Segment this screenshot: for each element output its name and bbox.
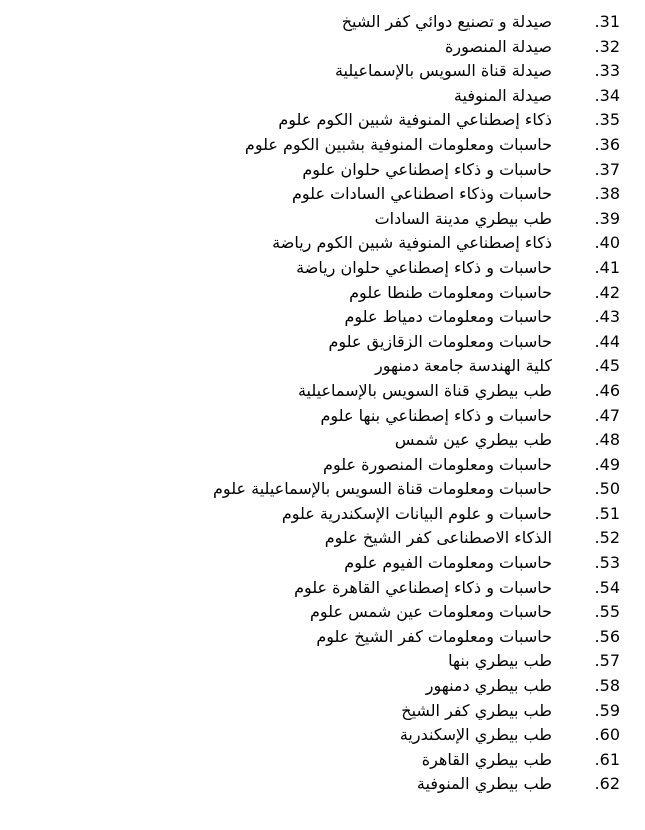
list-item-label: صيدلة قناة السويس بالإسماعيلية	[334, 61, 552, 81]
list-item	[0, 281, 620, 306]
list-item-number: 49.	[594, 454, 620, 474]
list-item-number: 34.	[594, 85, 620, 105]
list-item-number: 36.	[594, 134, 620, 154]
list-item-label: حاسبات ومعلومات المنصورة علوم	[323, 454, 552, 474]
list-item-label: حاسبات ومعلومات طنطا علوم	[349, 282, 552, 302]
list-item-label: حاسبات ومعلومات قناة السويس بالإسماعيلية علوم	[213, 479, 552, 499]
list-item	[0, 600, 620, 625]
list-item-label: طب بيطري دمنهور	[425, 676, 552, 696]
list-item-number: 53.	[594, 553, 620, 573]
list-item	[0, 207, 620, 232]
list-item-number: 39.	[594, 208, 620, 228]
list-item-label: طب بيطري قناة السويس بالإسماعيلية	[297, 380, 552, 400]
list-item-number: 35.	[594, 110, 620, 130]
list-item	[0, 428, 620, 453]
list-item-number: 47.	[594, 405, 620, 425]
list-item-number: 31.	[594, 12, 620, 31]
list-item-number: 32.	[594, 36, 620, 56]
list-item-number: 41.	[594, 257, 620, 277]
list-item-label: حاسبات و ذكاء إصطناعي القاهرة علوم	[294, 577, 552, 597]
list-item	[0, 182, 620, 207]
list-item-label: حاسبات وذكاء اصطناعي السادات علوم	[291, 184, 552, 204]
list-item-number: 38.	[594, 184, 620, 204]
list-item-label: حاسبات و علوم البيانات الإسكندرية علوم	[281, 503, 552, 523]
list-item	[0, 84, 620, 109]
list-item-number: 48.	[594, 430, 620, 450]
list-item	[0, 551, 620, 576]
list-item-label: كلية الهندسة جامعة دمنهور	[374, 356, 552, 376]
list-item	[0, 35, 620, 60]
list-item-label: طب بيطري بنها	[448, 651, 552, 671]
list-item	[0, 453, 620, 478]
list-item	[0, 404, 620, 429]
list-item	[0, 772, 620, 797]
list-item	[0, 133, 620, 158]
list-item-number: 60.	[594, 725, 620, 745]
list-item-label: حاسبات و ذكاء إصطناعي بنها علوم	[320, 405, 552, 425]
list-item-label: حاسبات ومعلومات الزقازيق علوم	[328, 331, 552, 351]
list-item-label: طب بيطري القاهرة	[421, 749, 552, 769]
list-item-number: 62.	[594, 774, 620, 794]
list-item-number: 58.	[594, 676, 620, 696]
list-item	[0, 354, 620, 379]
list-item	[0, 108, 620, 133]
list-item	[0, 10, 620, 35]
list-item-label: طب بيطري مدينة السادات	[374, 208, 552, 228]
list-item-number: 55.	[594, 602, 620, 622]
list-item	[0, 723, 620, 748]
list-item-number: 42.	[594, 282, 620, 302]
list-item-label: حاسبات ومعلومات المنوفية بشبين الكوم علوم	[244, 134, 552, 154]
list-item	[0, 674, 620, 699]
list-item	[0, 305, 620, 330]
list-item	[0, 231, 620, 256]
list-item-number: 51.	[594, 503, 620, 523]
list-item-label: حاسبات و ذكاء إصطناعي حلوان رياضة	[296, 257, 552, 277]
list-item	[0, 502, 620, 527]
list-item-label: حاسبات ومعلومات كفر الشيخ علوم	[316, 626, 552, 646]
list-item-number: 50.	[594, 479, 620, 499]
list-item-number: 46.	[594, 380, 620, 400]
list-item-number: 52.	[594, 528, 620, 548]
list-item-number: 40.	[594, 233, 620, 253]
list-item-label: صيدلة و تصنيع دوائي كفر الشيخ	[341, 12, 552, 31]
list-item-number: 57.	[594, 651, 620, 671]
list-item-number: 56.	[594, 626, 620, 646]
list-item	[0, 699, 620, 724]
list-item	[0, 477, 620, 502]
list-item-label: حاسبات ومعلومات عين شمس علوم	[310, 602, 552, 622]
list-item-label: طب بيطري المنوفية	[416, 774, 552, 794]
list-item-label: طب بيطري كفر الشيخ	[401, 700, 552, 720]
list-item	[0, 256, 620, 281]
list-item-number: 44.	[594, 331, 620, 351]
list-item-label: صيدلة المنصورة	[445, 36, 552, 56]
list-item	[0, 59, 620, 84]
list-item-number: 59.	[594, 700, 620, 720]
list-item	[0, 379, 620, 404]
list-item	[0, 649, 620, 674]
list-item-label: صيدلة المنوفية	[453, 85, 552, 105]
list-item	[0, 526, 620, 551]
list-item-number: 54.	[594, 577, 620, 597]
list-item-number: 61.	[594, 749, 620, 769]
list-item-label: ذكاء إصطناعي المنوفية شبين الكوم رياضة	[272, 233, 552, 253]
list-item	[0, 330, 620, 355]
list-item-label: طب بيطري الإسكندرية	[399, 725, 552, 745]
list-item-label: حاسبات و ذكاء إصطناعي حلوان علوم	[302, 159, 552, 179]
list-item	[0, 576, 620, 601]
list-item-label: الذكاء الاصطناعى كفر الشيخ علوم	[324, 528, 552, 548]
list-item-label: طب بيطري عين شمس	[394, 430, 552, 450]
list-item-label: ذكاء إصطناعي المنوفية شبين الكوم علوم	[278, 110, 552, 130]
list-item	[0, 748, 620, 773]
list-item-label: حاسبات ومعلومات دمياط علوم	[344, 307, 552, 327]
list-item	[0, 625, 620, 650]
list-item-label: حاسبات ومعلومات الفيوم علوم	[344, 553, 552, 573]
list-item-number: 43.	[594, 307, 620, 327]
list-item-number: 33.	[594, 61, 620, 81]
faculty-list	[0, 10, 620, 797]
list-item	[0, 158, 620, 183]
list-item-number: 45.	[594, 356, 620, 376]
list-item-number: 37.	[594, 159, 620, 179]
